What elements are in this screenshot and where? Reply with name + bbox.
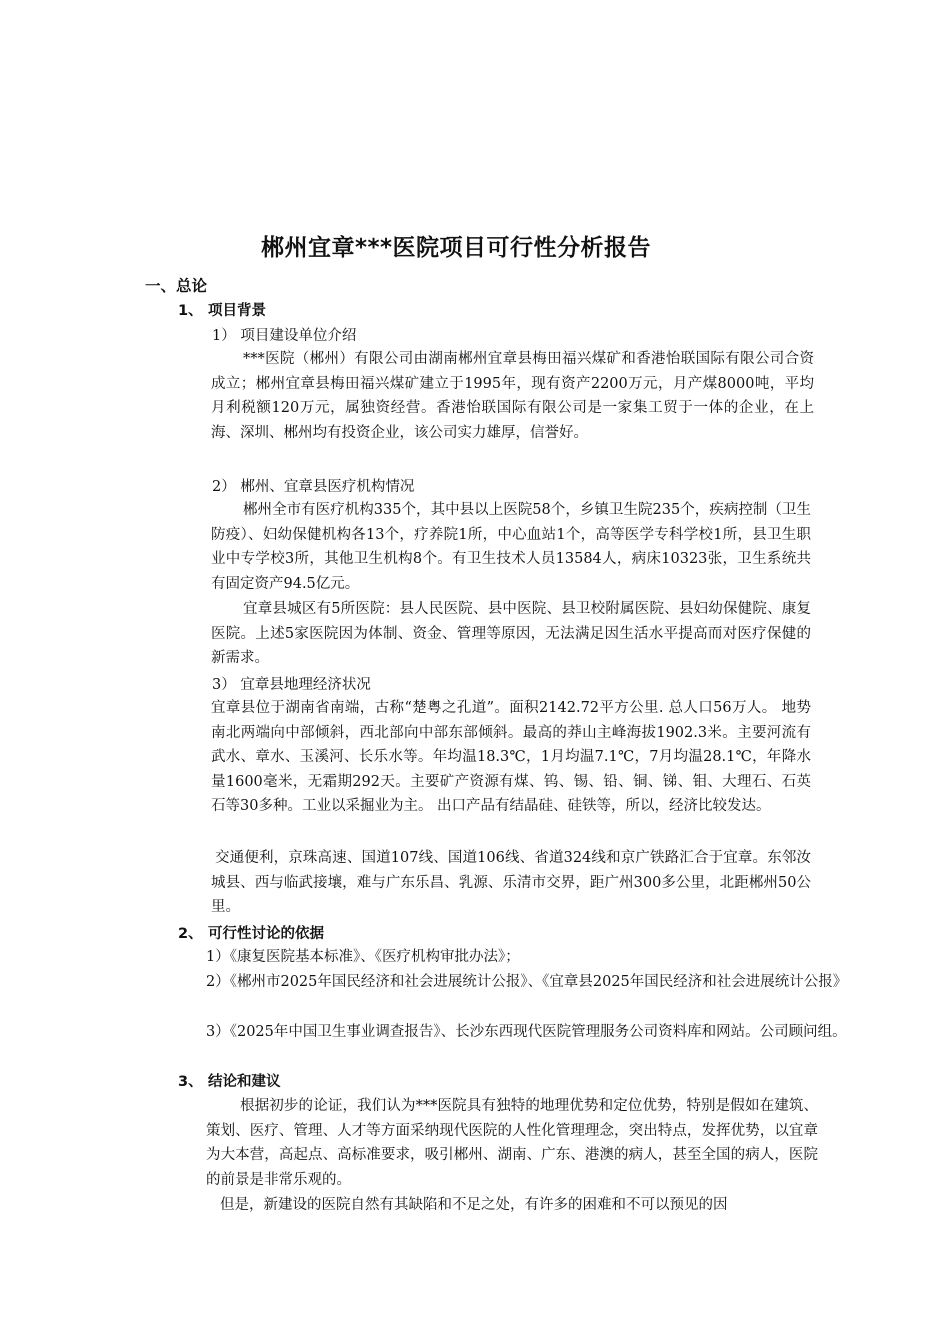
paragraph-unit-intro: ***医院（郴州）有限公司由湖南郴州宜章县梅田福兴煤矿和香港怡联国际有限公司合资成立；郴州宜章县梅田福兴煤矿建立于1995年，现有资产2200万元，月产煤8000吨，平均月利税额120万元，属独资经营。香港怡联国际有限公司是一家集工贸于一体的企业，在上海、深圳、郴州均有投资企业，该公司实力雄厚，信誉好。	[211, 351, 814, 441]
paragraph-conclusion: 根据初步的论证，我们认为***医院具有独特的地理优势和定位优势，特别是假如在建筑、策划、医疗、管理、人才等方面采纳现代医院的人性化管理理念，突出特点，发挥优势，以宜章为大本营，高起点、高标准要求，吸引郴州、湖南、广东、港澳的病人，甚至全国的病人，医院的前景是非常乐观的。	[206, 1098, 818, 1188]
paragraph-geography-economy: 宜章县位于湖南省南端，古称“楚粤之孔道”。面积2142.72平方公里. 总人口56万人。 地势南北两端向中部倾斜，西北部向中部东部倾斜。最高的莽山主峰海拔1902.3米。主要河流有武水、章水、玉溪河、长乐水等。年均温18.3℃，1月均温7.1℃，7月均温28.1℃，年降水量1600毫米，无霜期292天。主要矿产资源有煤、钨、锡、铅、铜、锑、钼、大理石、石英石等30多种。工业以采掘业为主。 出口产品有结晶硅、硅铁等，所以，经济比较发达。	[211, 700, 811, 815]
reference-item-3: 3）《2025年中国卫生事业调查报告》、长沙东西现代医院管理服务公司资料库和网站。公司顾问组。	[206, 1024, 847, 1040]
reference-item-2: 2）《郴州市2025年国民经济和社会进展统计公报》、《宜章县2025年国民经济和社会进展统计公报》	[206, 974, 848, 990]
subsection-title: 可行性讨论的依据	[208, 926, 324, 942]
paragraph-county-hospitals: 宜章县城区有5所医院：县人民医院、县中医院、县卫校附属医院、县妇幼保健院、康复医院。上述5家医院因为体制、资金、管理等原因，无法满足因生活水平提高而对医疗保健的新需求。	[211, 601, 811, 667]
document-title: 郴州宜章***医院项目可行性分析报告	[260, 235, 652, 261]
subsection-heading-background	[178, 300, 266, 322]
paragraph-risks: 但是，新建设的医院自然有其缺陷和不足之处，有许多的困难和不可以预见的因	[220, 1197, 728, 1213]
subsection-heading-basis	[178, 923, 324, 945]
item-label-geography-economy: 3） 宜章县地理经济状况	[212, 677, 371, 693]
item-label-medical-institutions: 2） 郴州、宜章县医疗机构情况	[212, 479, 415, 495]
subsection-title: 结论和建议	[208, 1074, 281, 1090]
subsection-number: 1、	[178, 303, 203, 319]
subsection-number: 2、	[178, 926, 203, 942]
subsection-title: 项目背景	[208, 303, 266, 319]
reference-item-1: 1）《康复医院基本标准》、《医疗机构审批办法》；	[206, 949, 520, 965]
section-heading-overview: 一、总论	[145, 277, 208, 295]
subsection-heading-conclusion	[178, 1071, 281, 1093]
paragraph-medical-institutions: 郴州全市有医疗机构335个，其中县以上医院58个，乡镇卫生院235个，疾病控制（卫生防疫）、妇幼保健机构各13个，疗养院1所，中心血站1个，高等医学专科学校1所，县卫生职业中专学校3所，其他卫生机构8个。有卫生技术人员13584人，病床10323张，卫生系统共有固定资产94.5亿元。	[211, 502, 811, 592]
item-label-unit-intro: 1） 项目建设单位介绍	[212, 328, 357, 344]
paragraph-transportation: 交通便利，京珠高速、国道107线、国道106线、省道324线和京广铁路汇合于宜章。东邻汝城县、西与临武接壤，难与广东乐昌、乳源、乐清市交界，距广州300多公里，北距郴州50公里。	[211, 850, 811, 916]
subsection-number: 3、	[178, 1074, 203, 1090]
